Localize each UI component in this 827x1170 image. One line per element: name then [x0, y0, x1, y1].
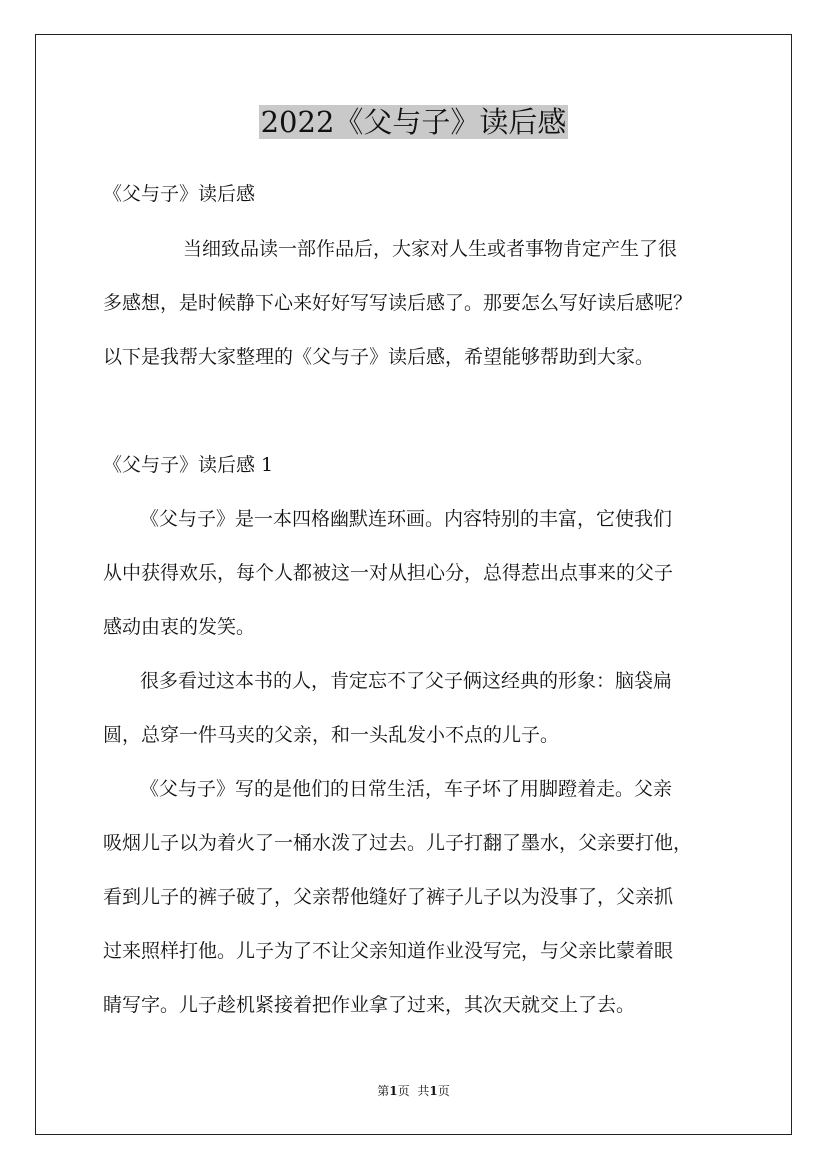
intro-line-1: 当细致品读一部作品后，大家对人生或者事物肯定产生了很 — [183, 238, 678, 260]
subtitle: 《父与子》读后感 — [103, 183, 256, 205]
total-label: 页 — [437, 1084, 450, 1098]
body-line-1: 《父与子》是一本四格幽默连环画。内容特别的丰富，它使我们 — [140, 508, 673, 530]
document-title-block — [0, 100, 827, 144]
body-line-10: 睛写字。儿子趁机紧接着把作业拿了过来，其次天就交上了去。 — [103, 994, 636, 1016]
body-line-6: 《父与子》写的是他们的日常生活，车子坏了用脚蹬着走。父亲 — [140, 778, 673, 800]
body-line-9: 过来照样打他。儿子为了不让父亲知道作业没写完，与父亲比蒙着眼 — [103, 940, 674, 962]
page-prefix: 第 — [377, 1084, 390, 1098]
section-heading: 《父与子》读后感 1 — [103, 454, 274, 476]
body-line-4: 很多看过这本书的人，肯定忘不了父子俩这经典的形象：脑袋扁 — [140, 670, 673, 692]
body-line-3: 感动由衷的发笑。 — [103, 616, 256, 638]
body-line-8: 看到儿子的裤子破了，父亲帮他缝好了裤子儿子以为没事了，父亲抓 — [103, 886, 674, 908]
body-line-7: 吸烟儿子以为着火了一桶水泼了过去。儿子打翻了墨水，父亲要打他， — [103, 832, 693, 854]
intro-line-3: 以下是我帮大家整理的《父与子》读后感，希望能够帮助到大家。 — [103, 346, 655, 368]
body-line-2: 从中获得欢乐，每个人都被这一对从担心分，总得惹出点事来的父子 — [103, 562, 674, 584]
page-total: 1 — [429, 1084, 438, 1098]
body-line-5: 圆，总穿一件马夹的父亲，和一头乱发小不点的儿子。 — [103, 724, 560, 746]
page-footer — [0, 1083, 827, 1099]
intro-line-2: 多感想，是时候静下心来好好写写读后感了。那要怎么写好读后感呢？ — [103, 292, 693, 314]
page-label: 页 — [397, 1084, 410, 1098]
document-title: 2022《父与子》读后感 — [260, 105, 567, 139]
page-current: 1 — [389, 1084, 398, 1098]
total-prefix: 共 — [417, 1084, 430, 1098]
